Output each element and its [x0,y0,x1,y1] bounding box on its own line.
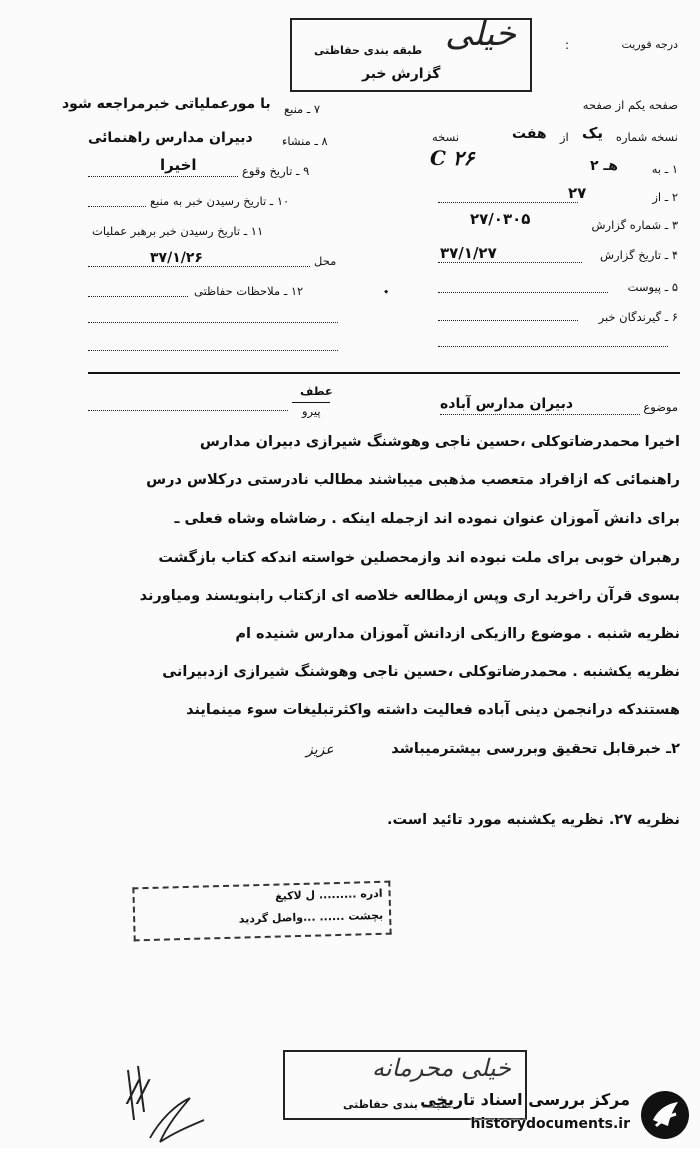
report-title: گزارش خبر [362,66,441,82]
classification-stamp-top [290,14,532,92]
follow-up-label: پیرو [302,404,321,418]
field-5-label: ۵ ـ پیوست [627,280,678,294]
field-4-label: ۴ ـ تاریخ گزارش [599,248,678,262]
page-count-label: صفحه یکم از صفحه [582,98,678,112]
body-line-9: ۲ـ خبرقابل تحقیق وبررسی بیشترمیباشد [391,741,680,757]
field-12-dotline-2 [88,322,338,323]
copy-number-label: نسخه شماره [615,130,678,144]
reference-divider [292,402,330,403]
body-line-1: اخیرا محمدرضاتوکلی ،حسین ناجی وهوشنگ شیرازی دبیران مدارس [199,434,680,450]
field-12-label: ۱۲ ـ ملاحظات حفاظتی [194,284,304,298]
field-9-dotline [88,176,238,177]
field-11-label: ۱۱ ـ تاریخ رسیدن خبر برهبر عملیات [92,224,264,238]
body-line-6: نظریه شنبه . موضوع راازیکی ازدانش آموزان مدارس شنیده ام [235,626,680,642]
field-2-value: ۲۷ [568,184,587,202]
field-6-dotline-2 [438,346,668,347]
copy-number-value: یک [582,124,603,142]
field-4-value: ۳۷/۱/۲۷ [440,244,497,262]
field-2-label: ۲ ـ از [652,190,678,204]
field-8-value: دبیران مدارس راهنمائی [88,130,253,146]
watermark [420,1088,696,1144]
urgency-label: درجه فوریت [621,38,678,51]
field-11-place-label: محل [314,254,337,268]
field-9-label: ۹ ـ تاریخ وقوع [242,164,310,178]
watermark-url[interactable]: historydocuments.ir [470,1116,630,1132]
field-11-value: ۳۷/۱/۲۶ [150,250,203,266]
field-10-dotline [88,206,146,207]
field-6-dotline [438,320,578,321]
body-line-5: بسوی قرآن راخرید اری وپس ازمطالعه خلاصه ای ازکتاب رابنویسند ومیاورند [139,588,680,604]
section-divider [88,372,680,374]
field-11-dotline [88,266,310,267]
body-line-4: رهبران خوبی برای ملت نبوده اند وازمحصلین خواسته اندکه کتاب بازگشت [158,550,680,566]
reference-dotline [88,410,288,411]
field-12-dotline-3 [88,350,338,351]
subject-label: موضوع [643,400,678,414]
bottom-stamp-big-text: خیلی محرمانه [372,1054,511,1082]
field-5-dotline [438,292,608,293]
copy-of-label: از [560,130,569,144]
watermark-title: مرکز بررسی اسناد تاریخی [420,1090,630,1109]
reference-label: عطف [300,384,333,398]
field-6-label: ۶ ـ گیرندگان خبر [598,310,678,324]
handwritten-copy-marks: C ۲۶ [430,146,475,170]
field-8-label: ۸ ـ منشاء [282,134,328,148]
urgency-mark: : [565,38,570,52]
body-line-3: برای دانش آموزان عنوان نموده اند ازجمله اینکه . رضاشاه وشاه فعلی ـ [174,511,680,527]
subject-value: دبیران مدارس آباده [440,396,574,412]
copy-total-value: هفت [512,126,547,142]
receipt-stamp-line-2: بچشت ...... ...واصل گردید [238,908,384,926]
field-9-value: اخیرا [160,156,197,174]
field-3-value: ۲۷/۰۳۰۵ [470,210,531,228]
field-7-value: با مورعملیاتی خبرمراجعه شود [62,96,271,112]
bottom-stamp-label: طبقه بندی حفاظتی [343,1098,452,1111]
field-12-dotline [88,296,188,297]
signature [120,1050,210,1154]
subject-dotline [440,414,640,415]
stray-mark: ⬩ [384,284,389,298]
field-1-label: ۱ ـ به [651,162,678,176]
body-line-2: راهنمائی که ازافراد متعصب مذهبی میباشند مطالب نادرستی درکلاس درس [146,472,680,488]
copy-suffix-label: نسخه [432,130,460,144]
field-4-dotline [438,262,582,263]
field-10-label: ۱۰ ـ تاریخ رسیدن خبر به منبع [150,194,290,208]
field-3-label: ۳ ـ شماره گزارش [591,218,678,232]
body-line-8: هستندکه درانجمن دینی آباده فعالیت داشته واکثرتبلیغات سوء مینمایند [186,702,680,718]
receipt-stamp-line-1: ادره ......... ل لاکیغ [274,886,383,903]
body-line-10: نظریه ۲۷. نظریه یکشنبه مورد تائید است. [386,812,680,828]
field-1-value: هـ ۲ [590,158,618,174]
field-2-dotline [438,202,578,203]
field-7-label: ۷ ـ منبع [284,102,321,116]
stamp-classification-label: طبقه بندی حفاظتی [314,44,423,57]
stamp-big-text: خیلی [445,14,516,54]
handwritten-margin-note: عزیز [306,742,334,758]
receipt-stamp [132,881,391,942]
watermark-logo-icon [640,1090,690,1140]
body-line-7: نظریه یکشنبه . محمدرضاتوکلی ،حسین ناجی وهوشنگ شیرازی ازدبیرانی [162,664,680,680]
signature-text: // [128,1074,149,1109]
